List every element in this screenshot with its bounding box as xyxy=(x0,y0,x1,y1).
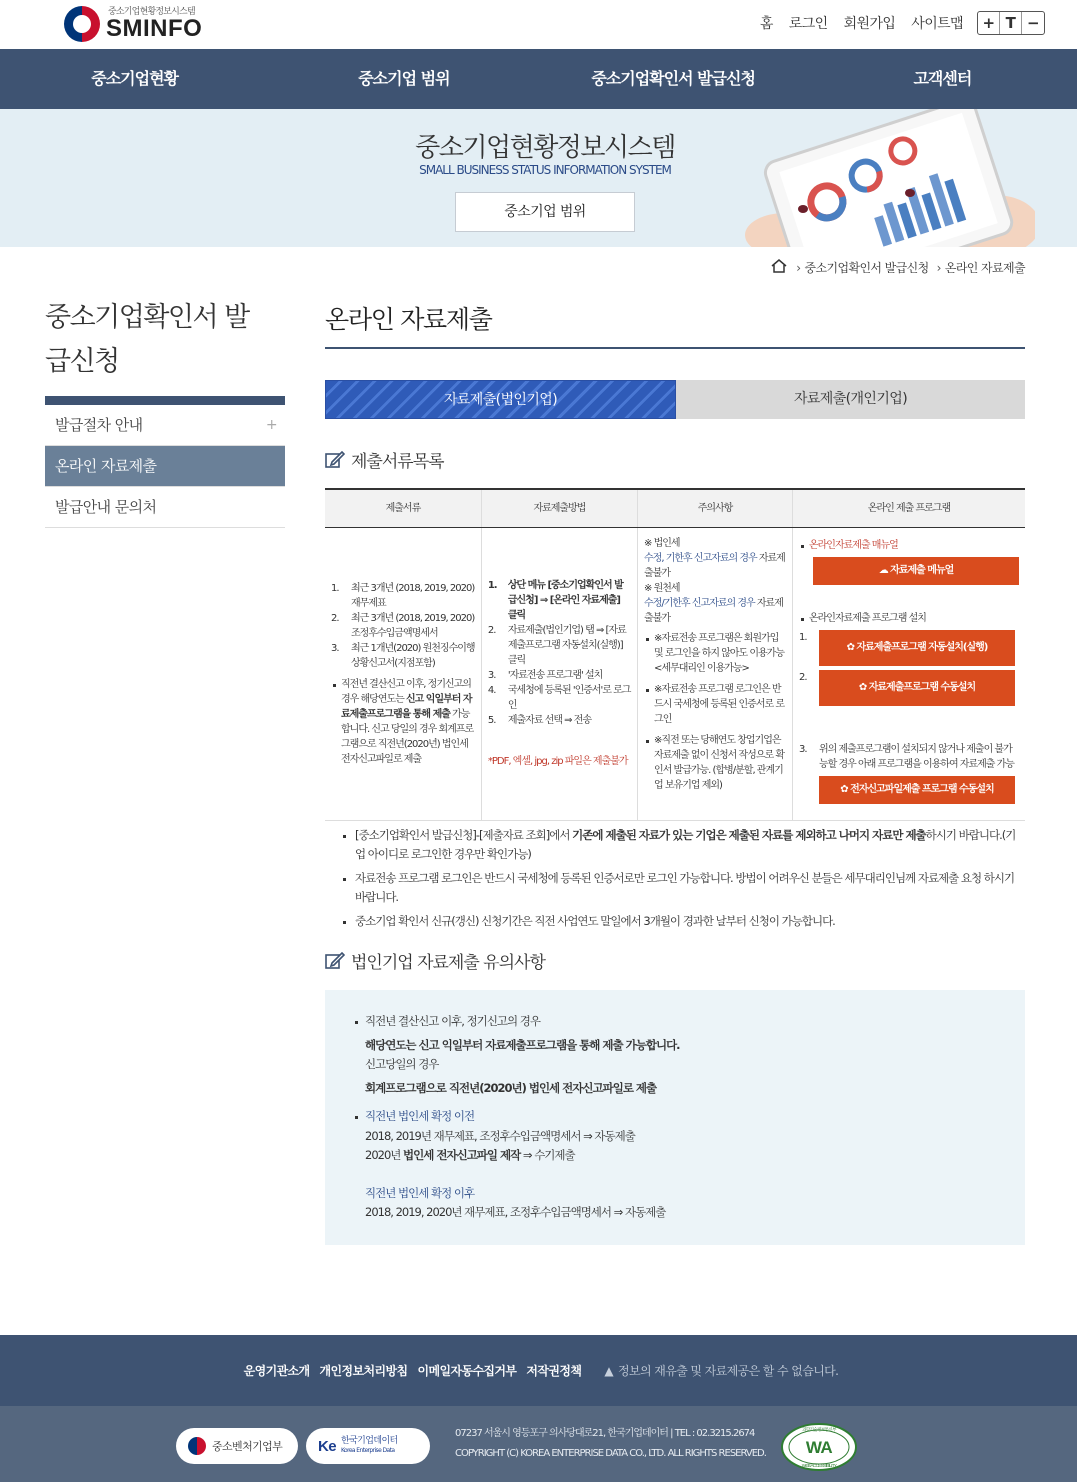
item-number: 1. xyxy=(487,580,497,591)
ked-logo-mark: Ke xyxy=(318,1437,336,1455)
item-number: 2. xyxy=(331,612,339,624)
caution-line: 직전년 법인세 확정 이후 xyxy=(365,1185,475,1200)
item-text: 국세청에 등록된 '인증서'로 로그인 xyxy=(507,685,631,711)
precaution-item: ※자료전송 프로그램 로그인은 반드시 국세청에 등록된 인증서로 로그인 xyxy=(644,682,786,727)
list-item xyxy=(488,713,631,728)
top-bar xyxy=(0,0,1077,48)
list-item xyxy=(488,683,631,713)
breadcrumb-current[interactable]: 온라인 자료제출 xyxy=(944,261,1025,275)
tab-individual[interactable]: 자료제출(개인기업) xyxy=(676,380,1025,419)
cloud-download-icon: ☁ xyxy=(878,564,891,576)
item-text: 최근 1개년(2020) 원천징수이행상황신고서(지점포함) xyxy=(351,642,475,669)
kedkorea-logo-link[interactable] xyxy=(306,1428,430,1464)
button-label: 자료제출 메뉴얼 xyxy=(890,564,954,576)
org-name: 중소벤처기업부 xyxy=(212,1440,283,1453)
item-number: 3. xyxy=(798,743,807,755)
nav-sme-status[interactable]: 중소기업현황 xyxy=(91,69,178,88)
section-title: 제출서류목록 xyxy=(351,452,444,472)
plus-icon: + xyxy=(265,417,277,433)
fallback-text: 위의 제출프로그램이 설치되지 않거나 제출이 불가능할 경우 아래 프로그램을 이용하여 자료제출 가능 xyxy=(818,743,1014,770)
caution-line: 직전년 결산신고 이후, 정기신고의 경우 xyxy=(365,1012,995,1032)
company-address xyxy=(455,1424,766,1464)
sminfo-logo[interactable] xyxy=(64,4,214,44)
nav-sme-scope[interactable]: 중소기업 범위 xyxy=(358,69,450,88)
page-title: 온라인 자료제출 xyxy=(325,296,1025,349)
column-header: 제출서류 xyxy=(325,489,481,527)
footer-link-copyright[interactable]: 저작권정책 xyxy=(526,1364,582,1378)
item-text: 최근 3개년 (2018, 2019, 2020) 재무제표 xyxy=(351,582,475,609)
note-text: 직전년 결산신고 이후, 정기신고의 경우 해당연도는 xyxy=(341,678,471,705)
list-item xyxy=(488,668,631,683)
edit-icon xyxy=(325,451,345,469)
item-number: 1. xyxy=(798,631,807,643)
note-text: 자료제출불가 xyxy=(644,597,783,624)
nav-customer-center[interactable]: 고객센터 xyxy=(913,69,972,88)
copyright-text: COPYRIGHT (C) KOREA ENTERPRISE DATA CO., LTD. ALL RIGHTS RESERVED. xyxy=(455,1448,766,1459)
note-text: 자료제출불가 xyxy=(644,552,785,579)
breadcrumb-item[interactable]: 중소기업확인서 발급신청 xyxy=(804,261,929,275)
note-emphasis: 수정/기한후 신고자료의 경우 xyxy=(644,597,755,609)
sidebar xyxy=(45,296,285,528)
edit-icon xyxy=(325,952,345,970)
caution-line: 2018, 2019년 재무제표, 조정후수입금액명세서 ⇒ 자동제출 xyxy=(365,1128,635,1143)
warning-icon: ▲ xyxy=(604,1363,614,1378)
utility-nav xyxy=(744,11,1045,35)
list-item xyxy=(331,611,475,641)
sidebar-item-label: 온라인 자료제출 xyxy=(55,457,157,475)
submission-tabs xyxy=(325,380,1025,419)
address-text: 07237 서울시 영등포구 의사당대로21, 한국기업데이터 | TEL : 02.3215.2674 xyxy=(455,1428,755,1439)
item-number: 3. xyxy=(331,642,339,654)
chevron-right-icon: › xyxy=(796,260,801,275)
nav-certificate-application[interactable]: 중소기업확인서 발급신청 xyxy=(591,69,755,88)
submission-steps-list xyxy=(488,578,631,728)
precaution-item: ※직전 또는 당해연도 창업기업은 자료제출 없이 신청서 작성으로 확인서 발급가능. (합병/분할, 관계기업 보유기업 제외) xyxy=(644,733,786,793)
main-content xyxy=(325,296,1025,1219)
caution-line: 회계프로그램으로 직전년(2020년) 법인세 전자신고파일로 제출 xyxy=(365,1080,657,1095)
list-item xyxy=(488,578,631,623)
download-manual-button[interactable] xyxy=(813,557,1019,585)
signup-link[interactable]: 회원가입 xyxy=(843,16,896,32)
sidebar-item-online-submission[interactable] xyxy=(45,446,285,487)
svg-text:WA: WA xyxy=(805,1438,833,1457)
install-label: 온라인자료제출 프로그램 설치 xyxy=(799,611,1019,626)
table-row xyxy=(325,527,1025,820)
org-name: 한국기업데이터 xyxy=(340,1436,398,1446)
gear-icon: ✿ xyxy=(858,681,869,693)
taegeuk-emblem-icon xyxy=(64,6,100,42)
item-text: 자료제출(법인기업) 탭 ⇒ [자료제출프로그램 자동설치(실행)] 클릭 xyxy=(507,625,626,666)
footer-links-bar xyxy=(0,1335,1077,1406)
list-item xyxy=(331,641,475,671)
breadcrumb xyxy=(770,258,1025,277)
footer-info xyxy=(0,1406,1077,1482)
required-documents-cell xyxy=(325,527,481,820)
note-emphasis: 신고 익일부터 자료제출프로그램을 통해 제출 xyxy=(341,693,472,720)
caution-text: ⇒ 수기제출 xyxy=(520,1148,575,1162)
font-decrease-button[interactable]: − xyxy=(1027,14,1039,32)
font-size-controls xyxy=(977,11,1045,35)
precaution-item: ※자료전송 프로그램은 회원가입 및 로그인을 하지 않아도 이용가능 <세무대리인 이용가능> xyxy=(644,631,786,676)
button-label: 자료제출프로그램 자동설치(실행) xyxy=(856,641,988,653)
web-accessibility-mark-icon xyxy=(780,1422,858,1472)
footer-link-about[interactable]: 운영기관소개 xyxy=(243,1364,310,1378)
item-text: 상단 메뉴 [중소기업확인서 발급신청] ⇒ [온라인 자료제출] 클릭 xyxy=(507,580,623,621)
note-emphasis: 기존에 제출된 자료가 있는 기업은 제출된 자료를 제외하고 나머지 자료만 제출 xyxy=(572,828,926,842)
required-documents-list xyxy=(331,581,475,671)
unsupported-format-note: *PDF, 엑셀, jpg, zip 파일은 제출불가 xyxy=(487,756,628,767)
list-item xyxy=(331,581,475,611)
home-icon[interactable] xyxy=(770,258,788,277)
org-name-en: Korea Enterprise Data xyxy=(340,1447,395,1454)
filing-note xyxy=(331,677,475,767)
list-item xyxy=(488,623,631,668)
note-item: 중소기업 확인서 신규(갱신) 신청기간은 직전 사업연도 말일에서 3개월이 경과한 날부터 신청이 가능합니다. xyxy=(335,912,1025,931)
sidebar-title-line1: 중소기업확인서 발 xyxy=(45,302,249,333)
gear-icon: ✿ xyxy=(846,641,857,653)
caution-text: 2020년 xyxy=(365,1148,404,1162)
button-label: 전자신고파일제출 프로그램 수동설치 xyxy=(850,783,994,795)
precautions-cell xyxy=(638,527,793,820)
item-number: 1. xyxy=(331,582,339,594)
logo-subtitle: 중소기업현황정보시스템 xyxy=(108,7,195,17)
caution-line: 신고당일의 경우 xyxy=(365,1057,439,1071)
item-text: '자료전송 프로그램' 설치 xyxy=(507,670,603,681)
button-label: 자료제출프로그램 수동설치 xyxy=(868,681,976,693)
item-text: 제출자료 선택 ⇒ 전송 xyxy=(507,715,592,726)
warning-text: 정보의 재유출 및 자료제공은 할 수 없습니다. xyxy=(618,1364,839,1378)
chevron-right-icon: › xyxy=(936,260,941,275)
note-head: ※ 원천세 xyxy=(644,582,680,594)
item-number: 2. xyxy=(487,625,496,636)
caution-line xyxy=(365,1146,995,1166)
section-heading-precautions xyxy=(325,948,545,973)
logo-text: SMINFO xyxy=(106,15,203,42)
note-text: [중소기업확인서 발급신청]-[제출자료 조회]에서 xyxy=(355,828,573,842)
column-header: 자료제출방법 xyxy=(481,489,637,527)
section-heading-documents xyxy=(325,447,444,472)
note-text: 하시기 바랍니다.(기업 아이디로 로그인한 경우만 확인가능) xyxy=(355,828,1016,861)
footer-link-email-refusal[interactable]: 이메일자동수집거부 xyxy=(417,1364,517,1378)
sme-scope-button[interactable]: 중소기업 범위 xyxy=(455,192,635,232)
precaution-group xyxy=(355,1012,995,1223)
item-number: 4. xyxy=(487,685,496,696)
home-link[interactable]: 홈 xyxy=(759,16,773,32)
caution-line: 2018, 2019, 2020년 재무제표, 조정후수입금액명세서 ⇒ 자동제출 xyxy=(365,1205,666,1219)
tab-corporate[interactable]: 자료제출(법인기업) xyxy=(325,380,676,419)
mss-logo-link[interactable] xyxy=(176,1428,298,1464)
install-option-2 xyxy=(799,670,1019,706)
withholding-tax-note xyxy=(644,581,786,626)
item-number: 3. xyxy=(487,670,496,681)
note-item: 자료전송 프로그램 로그인은 반드시 국세청에 등록된 인증서로만 로그인 가능합니다. 방법이 어려우신 분들은 세무대리인님께 자료제출 요청 하시기 바랍니다. xyxy=(335,869,1025,907)
notes-list xyxy=(335,826,1025,936)
caution-emphasis: 법인세 전자신고파일 제작 xyxy=(403,1148,521,1162)
font-increase-button[interactable]: + xyxy=(978,12,1000,34)
footer-warning xyxy=(604,1362,838,1379)
install-option-1 xyxy=(799,630,1019,666)
precautions-box xyxy=(325,990,1025,1245)
gear-icon: ✿ xyxy=(840,783,851,795)
tablet-illustration xyxy=(745,109,1035,247)
footer-link-privacy[interactable]: 개인정보처리방침 xyxy=(319,1364,408,1378)
ked-logo-text xyxy=(341,1436,398,1456)
item-text: 최근 3개년 (2018, 2019, 2020) 조정후수입금액명세서 xyxy=(351,612,475,639)
auto-install-button[interactable] xyxy=(819,630,1015,666)
sidebar-menu xyxy=(45,396,285,528)
caution-line: 해당연도는 신고 익일부터 자료제출프로그램을 통해 제출 가능합니다. xyxy=(365,1037,680,1052)
svg-text:WEB ACCESSIBILITY: WEB ACCESSIBILITY xyxy=(801,1463,837,1468)
sidebar-item-issuance-procedure[interactable] xyxy=(45,405,285,446)
manual-label: 온라인자료제출 매뉴얼 xyxy=(799,538,1019,553)
item-number: 2. xyxy=(798,671,807,683)
column-header: 주의사항 xyxy=(638,489,793,527)
note-text: 가능합니다. 신고 당일의 경우 회계프로그램으로 직전년(2020년) 법인세 전자신고파일로 제출 xyxy=(341,708,474,765)
install-option-3 xyxy=(799,742,1019,772)
sidebar-item-inquiry[interactable] xyxy=(45,487,285,528)
sidebar-title-line2: 급신청 xyxy=(45,346,119,377)
hero-title: 중소기업현황정보시스템 xyxy=(415,133,675,163)
sidebar-title xyxy=(45,296,285,396)
documents-table xyxy=(325,488,1025,821)
note-emphasis: 수정, 기한후 신고자료의 경우 xyxy=(644,552,757,564)
sitemap-link[interactable]: 사이트맵 xyxy=(911,16,963,32)
svg-text:과학기술정보통신부: 과학기술정보통신부 xyxy=(802,1428,836,1433)
column-header: 온라인 제출 프로그램 xyxy=(792,489,1025,527)
sidebar-item-label: 발급절차 안내 xyxy=(55,416,143,434)
note-item xyxy=(335,826,1025,864)
corporate-tax-note xyxy=(644,536,786,581)
main-nav xyxy=(0,49,1077,109)
online-program-cell xyxy=(792,527,1025,820)
tax-file-program-install-button[interactable] xyxy=(819,776,1015,804)
sidebar-item-label: 발급안내 문의처 xyxy=(55,498,157,516)
taegeuk-emblem-icon xyxy=(188,1437,206,1455)
submission-method-cell xyxy=(481,527,637,820)
note-head: ※ 법인세 xyxy=(644,537,680,549)
item-number: 5. xyxy=(487,715,496,726)
font-reset-button[interactable]: T xyxy=(1000,12,1022,34)
hero-subtitle: SMALL BUSINESS STATUS INFORMATION SYSTEM xyxy=(419,163,671,177)
section-title: 법인기업 자료제출 유의사항 xyxy=(351,953,545,973)
hero-banner xyxy=(0,109,1077,247)
caution-line: 직전년 법인세 확정 이전 xyxy=(365,1107,995,1127)
manual-install-button[interactable] xyxy=(819,670,1015,706)
login-link[interactable]: 로그인 xyxy=(788,16,828,32)
